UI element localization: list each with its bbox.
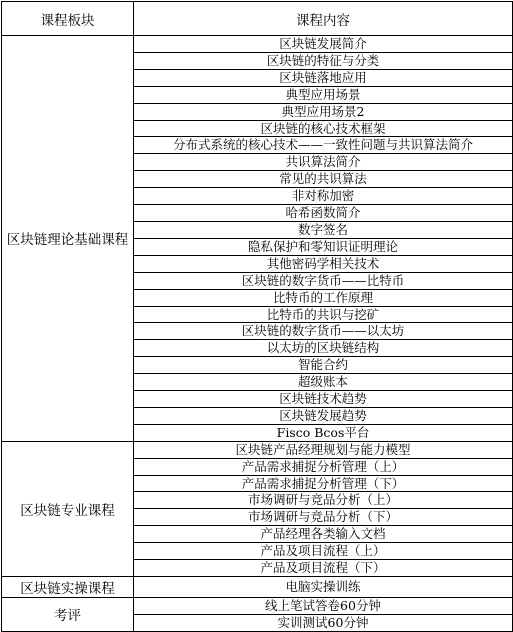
content-cell: 比特币的共识与挖矿: [134, 306, 513, 323]
content-cell: 比特币的工作原理: [134, 289, 513, 306]
content-cell: 共识算法简介: [134, 154, 513, 171]
header-content: 课程内容: [134, 2, 513, 36]
content-cell: 区块链的核心技术框架: [134, 120, 513, 137]
content-cell: Fisco Bcos平台: [134, 424, 513, 441]
content-cell: 产品及项目流程（下）: [134, 560, 513, 577]
course-table: [1, 1, 513, 632]
content-cell: 常见的共识算法: [134, 171, 513, 188]
category-cell: 区块链实操课程: [2, 577, 134, 598]
content-cell: 哈希函数简介: [134, 205, 513, 222]
header-row: [2, 2, 513, 36]
table-row: [2, 577, 513, 598]
content-cell: 分布式系统的核心技术——一致性问题与共识算法简介: [134, 137, 513, 154]
content-cell: 以太坊的区块链结构: [134, 340, 513, 357]
content-cell: 区块链的数字货币——以太坊: [134, 323, 513, 340]
content-cell: 区块链发展简介: [134, 36, 513, 53]
table-row: [2, 36, 513, 53]
content-cell: 智能合约: [134, 357, 513, 374]
content-cell: 电脑实操训练: [134, 577, 513, 598]
content-cell: 其他密码学相关技术: [134, 255, 513, 272]
content-cell: 区块链的特征与分类: [134, 52, 513, 69]
category-cell: 区块链理论基础课程: [2, 36, 134, 442]
category-cell: 考评: [2, 598, 134, 632]
content-cell: 区块链的数字货币——比特币: [134, 272, 513, 289]
category-cell: 区块链专业课程: [2, 441, 134, 576]
content-cell: 非对称加密: [134, 188, 513, 205]
content-cell: 市场调研与竞品分析（下）: [134, 509, 513, 526]
content-cell: 隐私保护和零知识证明理论: [134, 238, 513, 255]
content-cell: 产品需求捕捉分析管理（下）: [134, 475, 513, 492]
content-cell: 区块链落地应用: [134, 69, 513, 86]
content-cell: 线上笔试答卷60分钟: [134, 598, 513, 615]
table-body: [2, 36, 513, 632]
content-cell: 数字签名: [134, 221, 513, 238]
content-cell: 区块链产品经理规划与能力模型: [134, 441, 513, 458]
content-cell: 区块链发展趋势: [134, 407, 513, 424]
content-cell: 市场调研与竞品分析（上）: [134, 492, 513, 509]
content-cell: 产品及项目流程（上）: [134, 543, 513, 560]
content-cell: 产品经理各类输入文档: [134, 526, 513, 543]
table-row: [2, 441, 513, 458]
content-cell: 典型应用场景: [134, 86, 513, 103]
content-cell: 典型应用场景2: [134, 103, 513, 120]
content-cell: 产品需求捕捉分析管理（上）: [134, 458, 513, 475]
content-cell: 区块链技术趋势: [134, 391, 513, 408]
header-category: 课程板块: [2, 2, 134, 36]
content-cell: 超级账本: [134, 374, 513, 391]
content-cell: 实训测试60分钟: [134, 614, 513, 631]
